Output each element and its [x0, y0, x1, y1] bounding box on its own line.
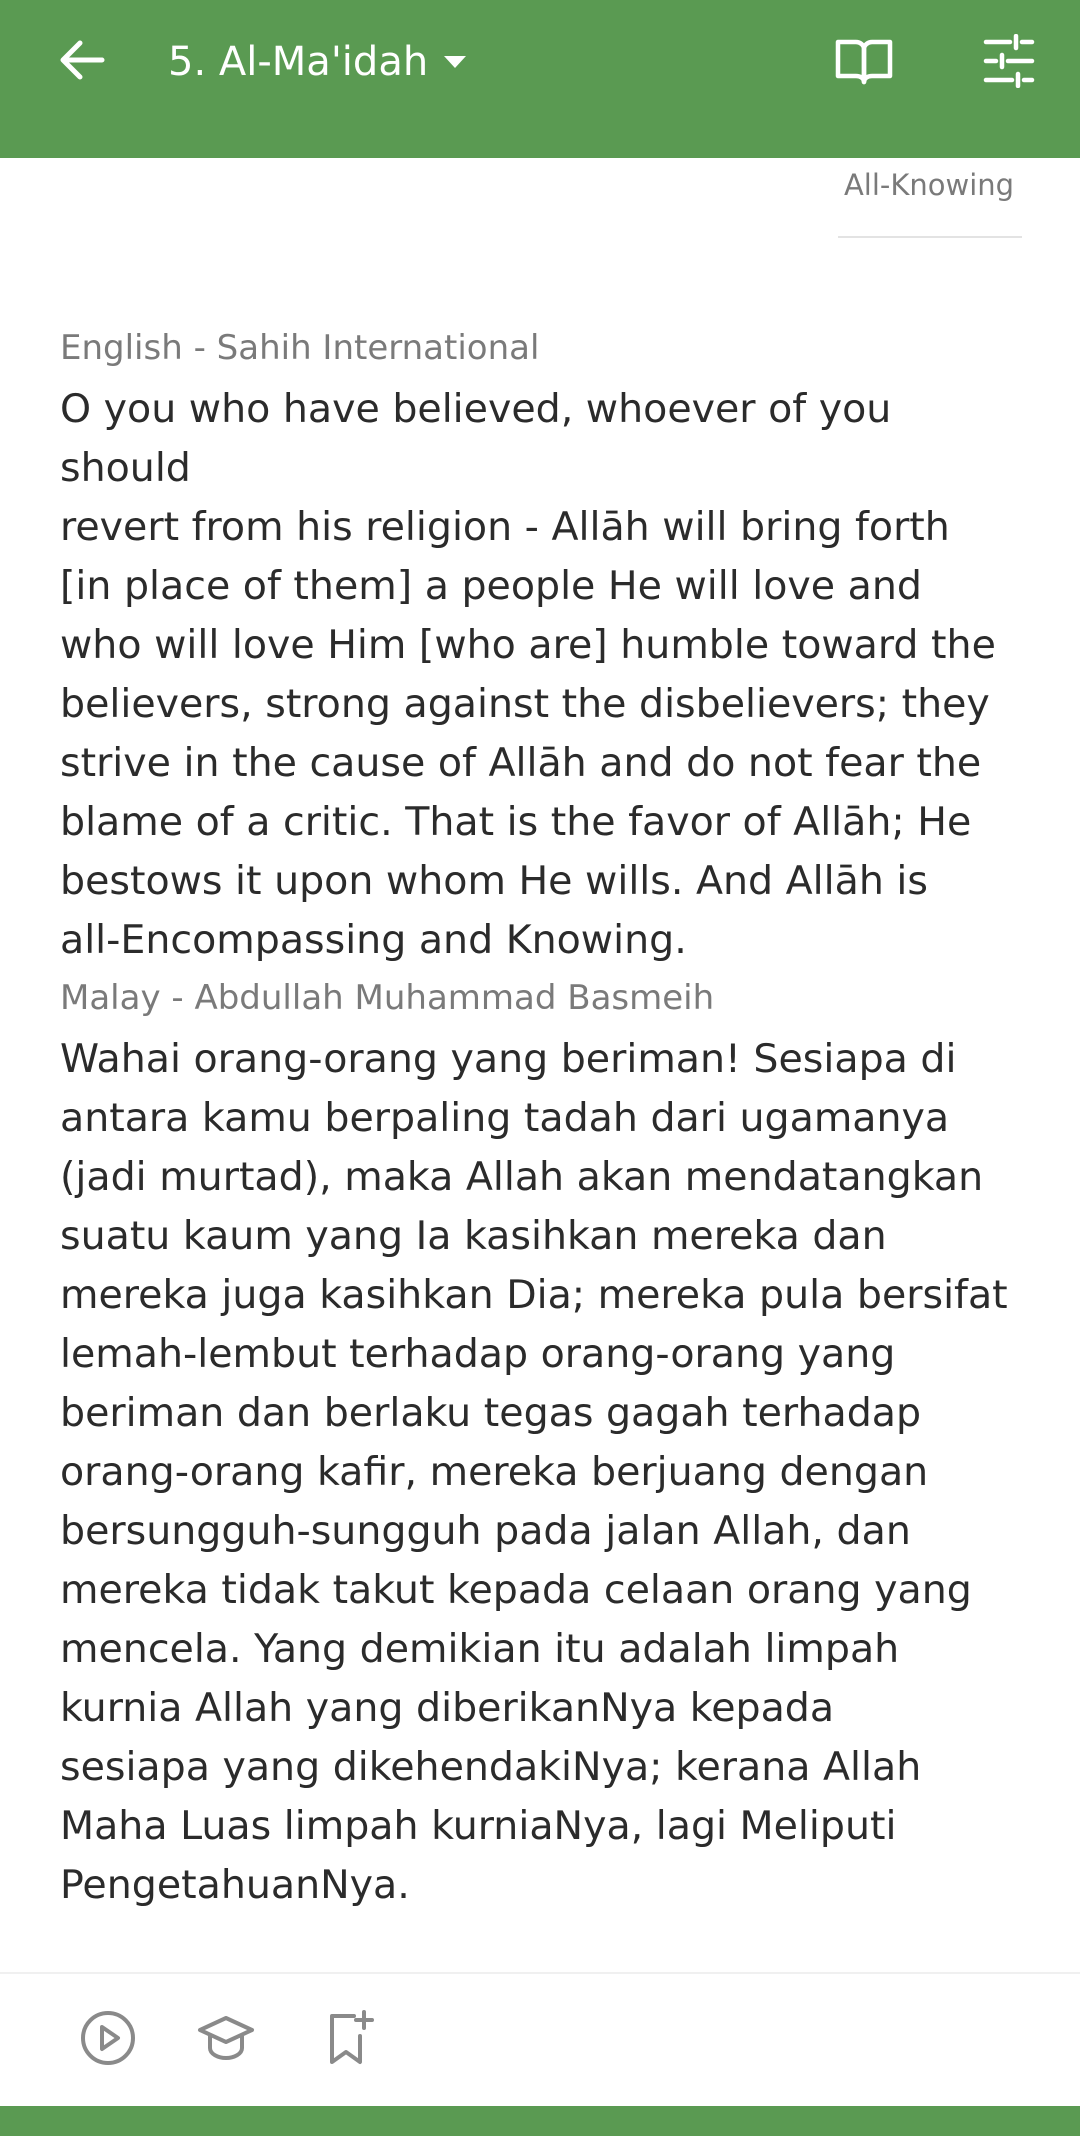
bookmark-button[interactable] [320, 2008, 380, 2068]
bookmark-add-icon [322, 2008, 378, 2068]
settings-button[interactable] [982, 34, 1036, 88]
sliders-icon [982, 34, 1036, 88]
surah-title: 5. Al-Ma'idah [168, 39, 429, 85]
play-circle-icon [79, 2009, 137, 2067]
surah-selector[interactable] [168, 32, 468, 92]
translation-source-label: Malay - Abdullah Muhammad Basmeih [60, 978, 715, 1018]
caret-down-icon [442, 53, 468, 71]
back-button[interactable] [52, 30, 112, 90]
open-book-icon [834, 34, 894, 88]
translation-text: O you who have believed, whoever of you should revert from his religion - Allāh will bring forth [in place of them] a people He will love and who will love Him [who are] humble toward the believers, strong against the disbelievers; they strive in the cause of Allāh and do not fear the blame of a critic. That is the favor of Allāh; He bestows it upon whom He wills. And Allāh is all-Encompassing and Knowing. [60, 386, 996, 963]
translation-text: Wahai orang-orang yang beriman! Sesiapa di antara kamu berpaling tadah dari ugamanya (jadi murtad), maka Allah akan mendatangkan suatu kaum yang Ia kasihkan mereka dan mereka juga kasihkan Dia; mereka pula bersifat lemah-lembut terhadap orang-orang yang beriman dan berlaku tegas gagah terhadap orang-orang kafir, mereka berjuang dengan bersungguh-sungguh pada jalan Allah, dan mereka tidak takut kepada celaan orang yang mencela. Yang demikian itu adalah limpah kurnia Allah yang diberikanNya kepada sesiapa yang dikehendakiNya; kerana Allah Maha Luas limpah kurniaNya, lagi Meliputi PengetahuanNya. [60, 1036, 1008, 1908]
divider [0, 1972, 1080, 1974]
bottom-bar [0, 2106, 1080, 2136]
tafsir-button[interactable] [196, 2008, 256, 2068]
app-bar [0, 0, 1080, 158]
arrow-left-icon [52, 30, 112, 90]
reading-mode-button[interactable] [834, 34, 894, 88]
divider [838, 236, 1022, 238]
graduation-cap-icon [196, 2010, 256, 2066]
translation-source-label: English - Sahih International [60, 328, 540, 368]
previous-word-translation: All-Knowing [843, 168, 1015, 202]
play-audio-button[interactable] [78, 2008, 138, 2068]
